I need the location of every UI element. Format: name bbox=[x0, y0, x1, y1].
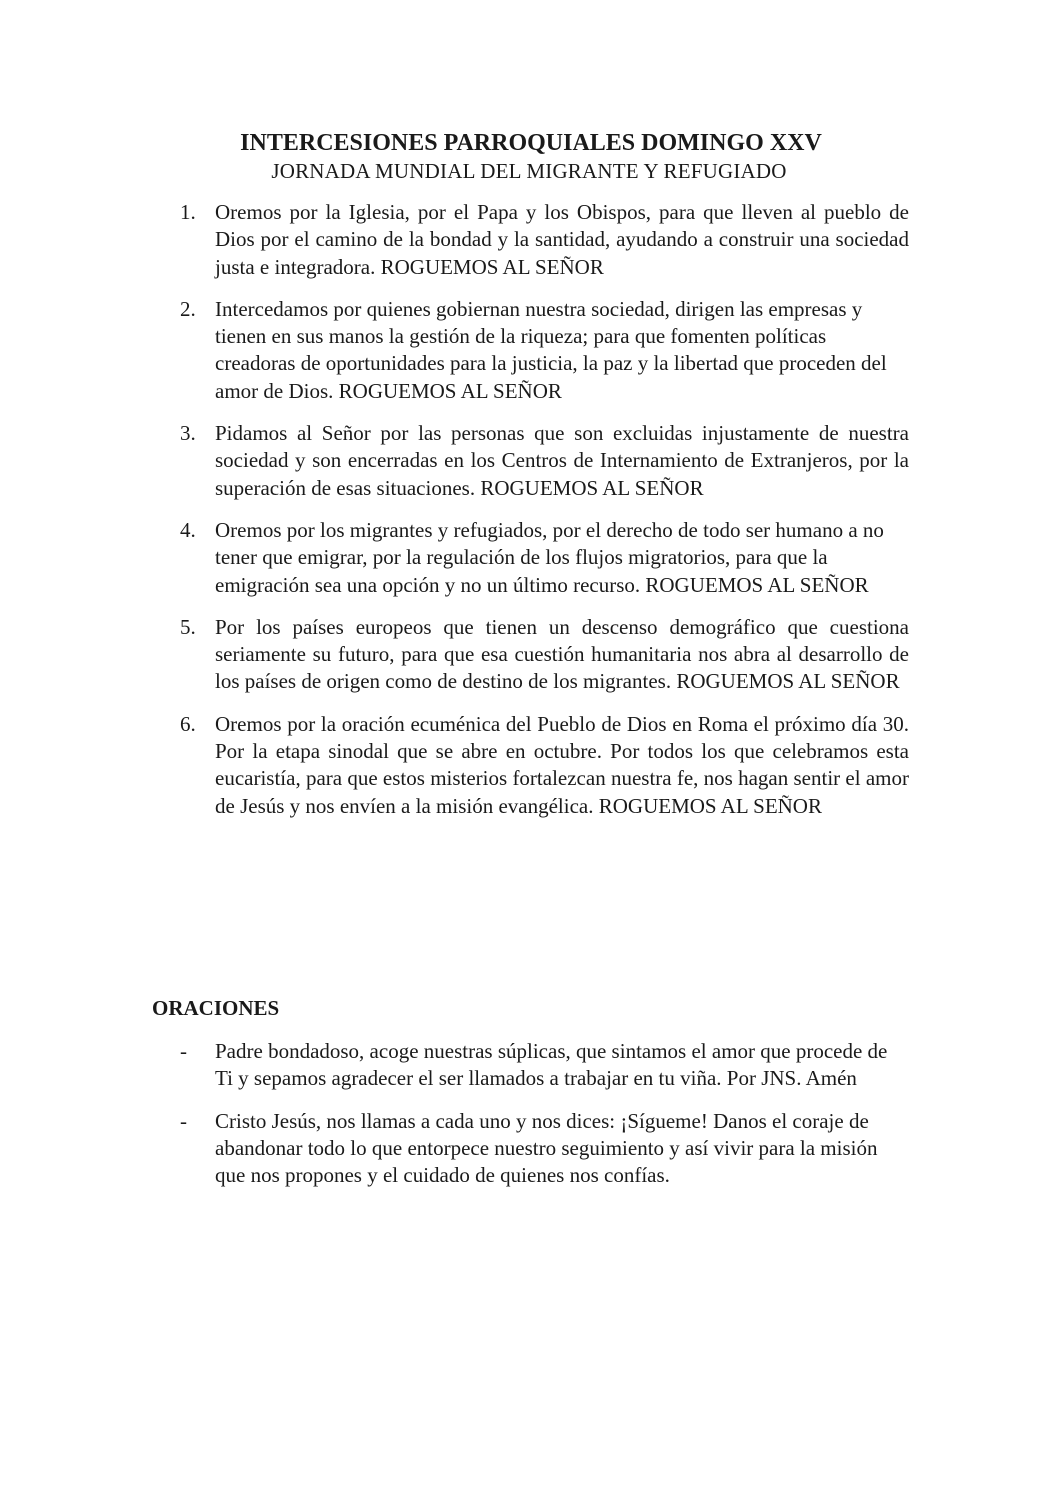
intercession-text: Por los países europeos que tienen un descenso demográfico que cuestiona seriamente su futuro, para que esa cuestión humanitaria nos abra al desarrollo de los países de origen como de destino de los migrantes. ROGUEMOS AL SEÑOR bbox=[215, 614, 909, 694]
prayer-text: Padre bondadoso, acoge nuestras súplicas, que sintamos el amor que procede de Ti y sepamos agradecer el ser llamados a trabajar en tu viña. Por JNS. Amén bbox=[215, 1039, 888, 1091]
intercession-text: Oremos por la oración ecuménica del Pueblo de Dios en Roma el próximo día 30. Por la etapa sinodal que se abre en octubre. Por todos los que celebramos esta eucaristía, para que estos misterios fortalezcan nuestra fe, nos hagan sentir el amor de Jesús y nos envíen a la misión evangélica. ROGUEMOS AL SEÑOR bbox=[215, 711, 909, 818]
prayer-bullet: - bbox=[180, 1108, 187, 1133]
intercession-number: 6. bbox=[180, 711, 196, 736]
prayer-text: Cristo Jesús, nos llamas a cada uno y nos dices: ¡Sígueme! Danos el coraje de abandonar todo lo que entorpece nuestro seguimiento y así vivir para la misión que nos propones y el cuidado de quienes nos confías. bbox=[215, 1108, 878, 1188]
intercession-item bbox=[152, 517, 912, 599]
intercessions-list bbox=[152, 199, 912, 835]
intercession-item bbox=[152, 199, 912, 281]
prayers-list bbox=[152, 1038, 912, 1204]
intercession-number: 4. bbox=[180, 517, 196, 542]
intercession-number: 1. bbox=[180, 200, 196, 224]
document-subtitle: JORNADA MUNDIAL DEL MIGRANTE Y REFUGIADO bbox=[271, 159, 787, 183]
prayer-bullet: - bbox=[180, 1039, 187, 1063]
prayer-item bbox=[152, 1108, 912, 1190]
prayer-item bbox=[152, 1038, 912, 1093]
document-title: INTERCESIONES PARROQUIALES DOMINGO XXV bbox=[240, 130, 822, 156]
intercession-number: 5. bbox=[180, 614, 196, 639]
intercession-item bbox=[152, 614, 912, 696]
intercession-text: Pidamos al Señor por las personas que son excluidas injustamente de nuestra sociedad y son encerradas en los Centros de Internamiento de Extranjeros, por la superación de esas situaciones. ROGUEMOS AL SEÑOR bbox=[215, 421, 909, 500]
intercession-item bbox=[152, 296, 912, 405]
intercession-number: 2. bbox=[180, 296, 196, 321]
intercession-item bbox=[152, 711, 912, 820]
intercession-text: Oremos por la Iglesia, por el Papa y los Obispos, para que lleven al pueblo de Dios por el camino de la bondad y la santidad, ayudando a construir una sociedad justa e integradora. ROGUEMOS AL SEÑOR bbox=[215, 200, 909, 279]
intercession-text: Intercedamos por quienes gobiernan nuestra sociedad, dirigen las empresas y tienen en sus manos la gestión de la riqueza; para que fomenten políticas creadoras de oportunidades para la justicia, la paz y la libertad que proceden del amor de Dios. ROGUEMOS AL SEÑOR bbox=[215, 296, 887, 403]
intercession-number: 3. bbox=[180, 421, 196, 446]
prayers-heading: ORACIONES bbox=[152, 996, 280, 1020]
intercession-text: Oremos por los migrantes y refugiados, por el derecho de todo ser humano a no tener que emigrar, por la regulación de los flujos migratorios, para que la emigración sea una opción y no un último recurso. ROGUEMOS AL SEÑOR bbox=[215, 517, 884, 597]
intercession-item bbox=[152, 420, 912, 502]
